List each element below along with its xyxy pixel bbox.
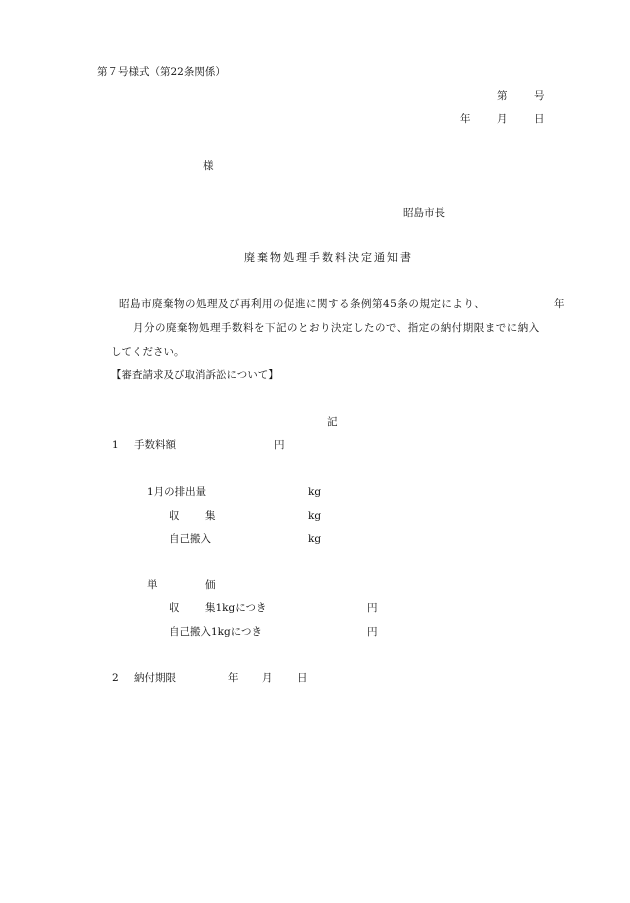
document-title: 廃棄物処理手数料決定通知書: [244, 251, 413, 264]
date-month: 月: [497, 113, 508, 125]
item2-month: 月: [262, 672, 273, 684]
monthly-collection-a: 収: [169, 510, 180, 522]
item2-year: 年: [228, 672, 239, 684]
appeal-heading: 【審査請求及び取消訴訟について】: [111, 369, 279, 381]
unit-price-collection-a: 収: [169, 602, 180, 614]
item1-number: 1: [112, 439, 119, 451]
unit-price-collection-unit: 円: [367, 602, 378, 614]
unit-price-label-b: 価: [205, 579, 216, 591]
body-line-1: 昭島市廃棄物の処理及び再利用の促進に関する条例第45条の規定により、: [119, 298, 486, 310]
monthly-unit-total: kg: [308, 486, 322, 498]
item2-label: 納付期限: [134, 672, 176, 684]
monthly-unit-collection: kg: [308, 510, 322, 522]
item2-number: 2: [112, 672, 119, 684]
item1-label: 手数料額: [134, 439, 176, 451]
body-line-2: 月分の廃棄物処理手数料を下記のとおり決定したので、指定の納付期限までに納入: [133, 322, 540, 334]
monthly-self-label: 自己搬入: [169, 533, 211, 545]
form-label: 第７号様式（第22条関係）: [97, 66, 226, 78]
number-go: 号: [534, 90, 545, 102]
unit-price-self-label: 自己搬入1kgにつき: [169, 626, 263, 638]
number-dai: 第: [497, 90, 508, 102]
issuer: 昭島市長: [403, 207, 445, 219]
unit-price-label-a: 単: [147, 579, 158, 591]
date-year: 年: [460, 113, 471, 125]
date-day: 日: [534, 113, 545, 125]
body-line-1-year: 年: [554, 298, 565, 310]
monthly-unit-self: kg: [308, 533, 322, 545]
addressee-suffix: 様: [203, 160, 214, 172]
ki-marker: 記: [327, 416, 338, 428]
body-line-3: してください。: [111, 346, 185, 358]
unit-price-collection-b: 集1kgにつき: [205, 602, 267, 614]
monthly-label: 1月の排出量: [147, 486, 207, 498]
monthly-collection-b: 集: [205, 510, 216, 522]
item2-day: 日: [297, 672, 308, 684]
item1-unit: 円: [274, 439, 285, 451]
unit-price-self-unit: 円: [367, 626, 378, 638]
